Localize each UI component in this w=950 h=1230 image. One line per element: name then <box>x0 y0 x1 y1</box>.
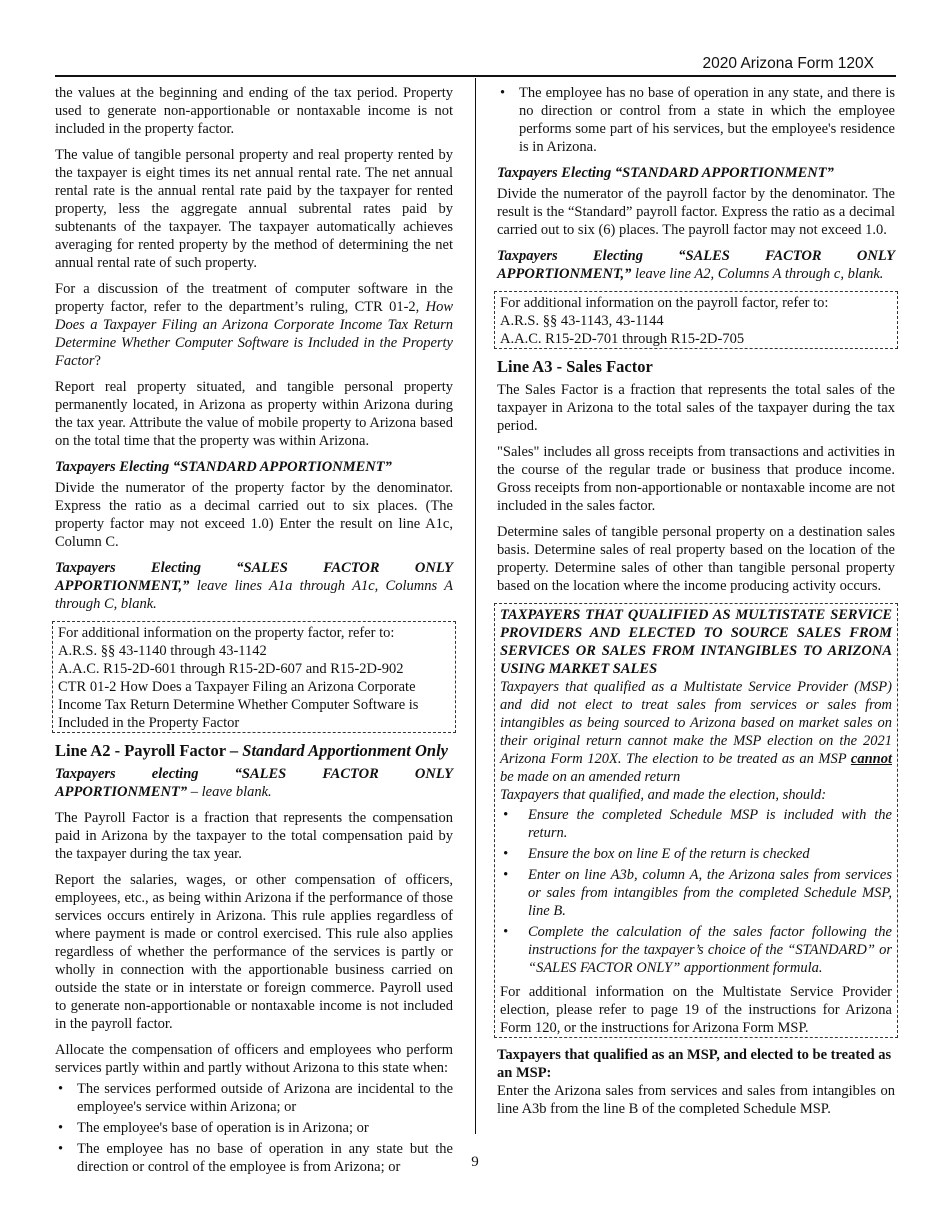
text: Taxpayers Electing “SALES FACTOR ONLY APPORTIONMENT,” <box>497 248 895 282</box>
paragraph: Taxpayers that qualified, and made the election, should: <box>500 787 827 803</box>
text: ? <box>94 353 101 369</box>
paragraph: Report real property situated, and tangible personal property permanently located, in Arizona as property within Arizona during the tax year. Attribute the value of mobile property to Arizona based on the total time that the property was within Arizona. <box>55 379 453 449</box>
paragraph: the values at the beginning and ending of the tax period. Property used to generate non-apportionable or nontaxable income is not included in the property factor. <box>55 85 453 137</box>
paragraph <box>55 280 453 370</box>
reference-box <box>494 291 898 349</box>
paragraph: Allocate the compensation of officers and employees who perform services partly within and partly without Arizona to this state when: <box>55 1042 453 1076</box>
text: Standard Apportionment Only <box>242 741 448 760</box>
paragraph: The value of tangible personal property and real property rented by the taxpayer is eight times its net annual rental rate. The net annual rental rate is the annual rental rate paid by the taxpayer for rented property, less the aggregate annual subrental rates paid by subtenants of the taxpayer. The taxpayer automatically achieves averaging for rented property by the method of determining the net annual rental rate of such property. <box>55 147 453 271</box>
paragraph: The Sales Factor is a fraction that represents the total sales of the taxpayer in Arizona to the total sales of the taxpayer during the tax period. <box>497 382 895 434</box>
text: Taxpayers Electing “SALES FACTOR ONLY APPORTIONMENT,” <box>55 560 453 594</box>
reference-line: CTR 01-2 How Does a Taxpayer Filing an Arizona Corporate Income Tax Return Determine Whether Computer Software is Included in the Property Factor <box>58 679 419 731</box>
text: Taxpayers that qualified as a Multistate Service Provider (MSP) and did not elect to treat sales from services or sales from intangibles as being sourced to Arizona based on market sales on their original return cannot make the MSP election on the 2021 Arizona Form 120X. The election to be treated as an MSP <box>500 679 892 767</box>
paragraph <box>497 247 895 283</box>
column-divider <box>475 78 476 1134</box>
text: For a discussion of the treatment of computer software in the property factor, refer to the department’s ruling, CTR 01-2, <box>55 281 453 315</box>
section-title <box>55 741 453 761</box>
reference-line: For additional information on the property factor, refer to: <box>58 625 395 641</box>
text: Taxpayers electing “SALES FACTOR ONLY APPORTIONMENT” <box>55 766 453 800</box>
text: leave lines A1a through A1c, Columns A through C, blank. <box>55 578 453 612</box>
section-heading: Taxpayers Electing “STANDARD APPORTIONMENT” <box>497 165 834 181</box>
text: cannot <box>850 751 892 767</box>
reference-line: A.R.S. §§ 43-1140 through 43-1142 <box>58 643 267 659</box>
right-column <box>497 84 895 1126</box>
page-number: 9 <box>471 1154 479 1170</box>
list-item: • The employee's base of operation is in Arizona; or <box>55 1119 453 1137</box>
paragraph: Divide the numerator of the payroll factor by the denominator. The result is the “Standard” payroll factor. Express the ratio as a decimal carried out to six (6) places. The payroll factor may not exceed 1.0. <box>497 186 895 238</box>
paragraph <box>500 678 892 786</box>
list-item: • Ensure the completed Schedule MSP is included with the return. <box>500 806 892 842</box>
header-rule <box>55 75 896 77</box>
list-item: • Ensure the box on line E of the return is checked <box>500 845 892 863</box>
text: – leave blank. <box>187 784 272 800</box>
section-title: Line A3 - Sales Factor <box>497 357 653 376</box>
list-item: • The services performed outside of Arizona are incidental to the employee's service within Arizona; or <box>55 1080 453 1116</box>
paragraph <box>55 559 453 613</box>
paragraph: Report the salaries, wages, or other compensation of officers, employees, etc., as being within Arizona if the performance of those services occurs entirely in Arizona. This rule applies regardless of where payment is made or control exercised. This rule also applies regardless of whether the performance of the services is partly or wholly in connection with the apportionable business carried on outside the state or in interstate or foreign commerce. Payroll used to generate non-apportionable or nontaxable income is not included in the payroll factor. <box>55 872 453 1032</box>
left-column <box>55 84 453 1184</box>
list-item: • The employee has no base of operation in any state but the direction or control of the employee is from Arizona; or <box>55 1140 453 1176</box>
reference-line: For additional information on the payroll factor, refer to: <box>500 295 829 311</box>
reference-line: A.A.C. R15-2D-601 through R15-2D-607 and R15-2D-902 <box>58 661 404 677</box>
section-heading: Taxpayers that qualified as an MSP, and elected to be treated as an MSP: <box>497 1047 892 1081</box>
paragraph: For additional information on the Multistate Service Provider election, please refer to page 19 of the instructions for Arizona Form 120, or the instructions for Arizona Form MSP. <box>500 984 892 1036</box>
paragraph: "Sales" includes all gross receipts from transactions and activities in the course of the regular trade or business that produce income. Gross receipts from non-apportionable or nontaxable income are not included in the sales factor. <box>497 444 895 514</box>
reference-line: A.A.C. R15-2D-701 through R15-2D-705 <box>500 331 745 347</box>
paragraph: Enter the Arizona sales from services and sales from intangibles on line A3b from the line B of the completed Schedule MSP. <box>497 1083 895 1117</box>
paragraph: The Payroll Factor is a fraction that represents the compensation paid in Arizona by the taxpayer to the total compensation paid by the taxpayer during the tax year. <box>55 810 453 862</box>
text: leave line A2, Columns A through c, blank. <box>631 266 884 282</box>
paragraph <box>55 765 453 801</box>
form-title: 2020 Arizona Form 120X <box>702 55 874 72</box>
msp-heading: TAXPAYERS THAT QUALIFIED AS MULTISTATE SERVICE PROVIDERS AND ELECTED TO SOURCE SALES FROM SERVICES OR SALES FROM INTANGIBLES TO ARIZONA USING MARKET SALES <box>500 607 892 677</box>
bullet-list <box>497 84 895 156</box>
text: Line A2 - Payroll Factor – <box>55 741 243 760</box>
msp-box <box>494 603 898 1038</box>
ruling-title: How Does a Taxpayer Filing an Arizona Corporate Income Tax Return Determine Whether Computer Software is Included in the Property Factor <box>55 299 453 369</box>
list-item: • The employee has no base of operation in any state, and there is no direction or control from a state in which the employee performs some part of his services, but the employee's residence is in Arizona. <box>497 84 895 156</box>
section-heading: Taxpayers Electing “STANDARD APPORTIONMENT” <box>55 459 392 475</box>
list-item: • Enter on line A3b, column A, the Arizona sales from services or sales from intangibles from the completed Schedule MSP, line B. <box>500 866 892 920</box>
text: be made on an amended return <box>500 769 681 785</box>
paragraph: Determine sales of tangible personal property on a destination sales basis. Determine sales of real property based on the location of the property. Determine sales of other than tangible personal property based on the location where the income producing activity occurs. <box>497 524 895 594</box>
list-item: • Complete the calculation of the sales factor following the instructions for the taxpayer’s choice of the “STANDARD” or “SALES FACTOR ONLY” apportionment formula. <box>500 923 892 977</box>
reference-box <box>52 621 456 733</box>
reference-line: A.R.S. §§ 43-1143, 43-1144 <box>500 313 664 329</box>
bullet-list <box>500 806 892 977</box>
paragraph: Divide the numerator of the property factor by the denominator. Express the ratio as a decimal carried out to six places. (The property factor may not exceed 1.0) Enter the result on line A1c, Column C. <box>55 480 453 550</box>
